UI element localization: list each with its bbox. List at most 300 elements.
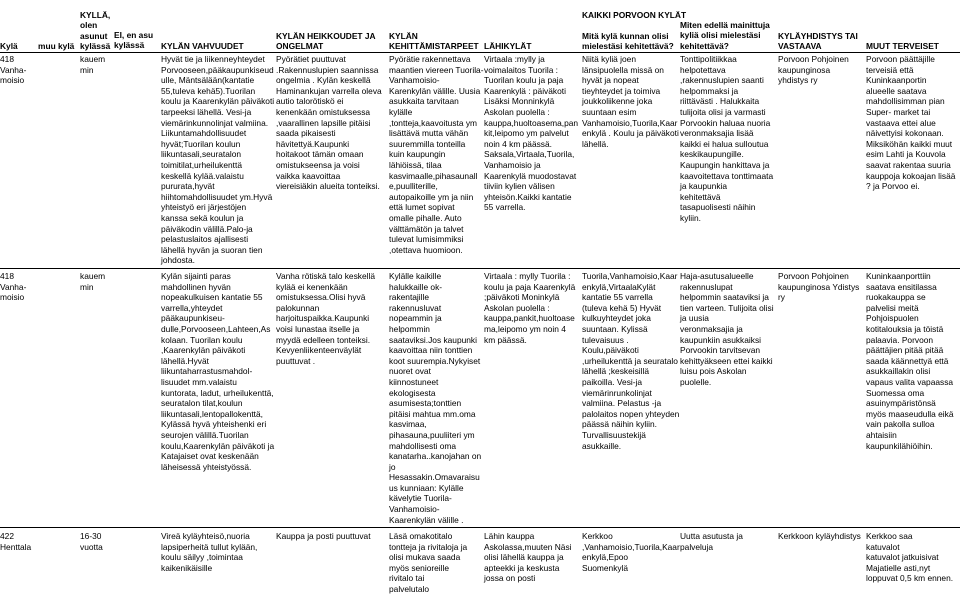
cell-miten [680,54,773,224]
cell-line: helpommin saataviksi ja [680,292,769,303]
cell-line: koulu,Kaarenkylän päiväkoti ja [161,440,275,451]
cell-line: Vireä kyläyhteisö,nuoria [161,531,250,541]
cell-line: päässä näihin kyliin. [582,419,657,430]
cell-line: pitäisi mahtua mm.oma [389,408,476,419]
cell-line: vaikka kaavoittaa [276,170,341,181]
cell-line: nopeakulkuisen kantatie 55 [161,292,263,303]
column-header-line: KYLÄN [389,31,418,41]
column-header-line: olen [80,20,98,31]
cell-line: asukkaillakin olisi [866,366,931,377]
cell-kyla [0,54,26,86]
cell-line: Kauppa ja posti puuttuvat [276,531,371,541]
cell-line: johdosta. [161,255,195,266]
cell-line: 16-30 [80,531,102,541]
cell-line: yhteistyö eri järjestöjen [161,202,247,213]
cell-line: us kunniaan: Kylälle [389,482,464,493]
cell-line: kaikki ei halua sulloutua [680,138,769,149]
column-header-line: kylässä [80,41,111,52]
cell-line: 418 [0,271,14,281]
row-divider [0,527,960,528]
cell-line: rivitalo tai [389,573,425,584]
cell-line: kaavoittaa niin tonttien [389,345,473,356]
cell-line: toimitilat,urheilukenttä [161,159,242,170]
cell-line: esim Lahti ja Kouvola [866,149,946,160]
cell-line: omistuksessa.Olisi hyvä [276,292,366,303]
cell-heikkoudet [276,54,382,192]
cell-line: hiihtomahdollisuudet ym.Hyvä [161,191,273,202]
cell-line: Vanhamoisio- [389,504,440,515]
cell-line: Vanhamoisio- [389,75,440,86]
cell-line: helpotettava [680,64,726,75]
cell-line: Tuorila,Vanhamoisio,Kaar [582,271,678,281]
cell-line: 418 [0,54,14,64]
cell-line: maantien viereen Tuorila- [389,64,484,75]
cell-line: saavat rakentaa suuria [866,159,951,170]
cell-line: mahdollisimman pian [866,96,945,107]
cell-line: Tonttipolitiikkaa [680,54,737,64]
cell-line: viereisiäkin alueita tonteiksi. [276,181,380,192]
cell-line: autopaikoille ym ja niin [389,191,474,202]
cell-line: 55 varrella. [484,202,526,213]
cell-line: Läsä omakotitalo [389,531,453,541]
cell-line: Pyörätiet puuttuvat [276,54,346,64]
cell-line: kaikenikäisille [161,562,213,573]
cell-kehittamistarpeet [389,271,481,525]
cell-line: kit,leipomo ym palvelut [484,128,569,139]
cell-line: viemärinkunnolinjat valmiina. [161,117,269,128]
cell-line: seuratalon tilat,koulun [161,398,243,409]
header-bottom-rule [0,52,960,53]
cell-line: ry [778,292,785,303]
cell-line: vastaava ettei alue [866,117,936,128]
cell-line: palokunnan [276,302,320,313]
cell-line: pihasauna,puuliiteri ym [389,429,475,440]
cell-line: puolelle. [680,376,712,387]
cell-line: veronmaksajia ja [680,323,743,334]
cell-line: kanatarha..kanojahan on [389,451,482,462]
cell-line: voisi lunastaa itselle ja [276,323,360,334]
cell-line: alueelle saatava [866,85,927,96]
cell-line: lähellä ;keskeisillä [582,366,650,377]
cell-line: ;päiväkoti Moninkylä [484,292,560,303]
cell-line: Karenkylän välille. Uusia [389,85,481,96]
cell-lahikylat [484,531,572,584]
column-header-line: KYLÄYHDISTYS TAI [778,31,858,41]
cell-line: Vanha rötiskä talo keskellä [276,271,376,281]
cell-line: luisu pois Askolan [680,366,747,377]
column-header-mita [582,31,674,52]
cell-kyla [0,531,31,552]
cell-yhdistys [778,54,849,86]
cell-line: vain pakolla sulloa [866,419,935,430]
cell-line: Turvallisuustekijä [582,429,646,440]
column-header-muu [38,41,74,51]
cell-line: lähellä. [582,138,609,149]
cell-kylla [80,531,103,552]
cell-line: enkylä,VirtaalaKylät [582,281,656,292]
cell-line: kasvimaalle,pihasaunall [389,170,478,181]
cell-line: kaupunginosa Ydistys [778,281,860,292]
cell-line: omistukseensa ja voisi [276,159,360,170]
cell-line: kuin kaupungin [389,149,446,160]
cell-line: ekologisesta [389,387,436,398]
cell-line: Haja-asutusalueelle [680,271,754,281]
cell-line: (tuleva kehä 5) Hyvät [582,302,662,313]
column-header-line: KYLLÄ, [80,10,111,20]
cell-yhdistys [778,271,859,303]
cell-line: palveluja [680,541,714,552]
cell-line: seurojen välillä.Tuorilan [161,429,249,440]
cell-line: veronmaksajia lisää [680,128,754,139]
cell-line: asukkaille. [582,440,622,451]
cell-line: myydä edelleen tonteiksi. [276,334,371,345]
cell-line: pururata,hyvät [161,181,215,192]
cell-line: keskellä kylää.valaistu [161,170,244,181]
cell-line: tontteja ja rivitaloja ja [389,541,468,552]
column-header-kyla [0,41,18,51]
cell-line: kanssa sekä koulun ja [161,212,244,223]
cell-line: tarpeeksi lähellä. Vesi-ja [161,106,252,117]
cell-line: Koulu,päiväkoti [582,345,639,356]
cell-line: apteekki ja keskusta [484,562,560,573]
cell-line: tulevat lumisimmiksi [389,234,464,245]
cell-line: Porvookin haluaa nuoria [680,117,771,128]
cell-kehittamistarpeet [389,531,467,595]
cell-line: rakennusluvat [389,302,442,313]
cell-line: Vanhamoisio ja [484,159,541,170]
cell-line: Lisäksi Monninkylä [484,96,555,107]
cell-line: terveisiä että [866,64,914,75]
cell-line: länsipuolella missä on [582,64,664,75]
cell-lahikylat [484,271,575,345]
cell-line: välttämätön ja talvet [389,223,464,234]
cell-line: Kaarenkylä : päiväkoti [484,85,566,96]
cell-line: moisio [0,292,25,303]
cell-line: enkylä,Epoo [582,552,629,563]
cell-line: liikuntaharrastusmahdol- [161,366,253,377]
column-header-line: KYLÄN VAHVUUDET [161,41,244,51]
cell-line: jossa on posti [484,573,536,584]
cell-line: Pohjoispuolen [866,313,919,324]
cell-line: min [80,64,94,75]
cell-line: suuremmilla tonteilla [389,138,466,149]
cell-kyla [0,271,26,303]
cell-line: vapaus valita vapaassa [866,376,954,387]
column-header-line: Miten edellä mainittuja [680,20,770,30]
cell-line: lapsiperheitä tullut kylään, [161,541,258,552]
cell-line: hävitettyä.Kaupunki [276,138,350,149]
column-header-lahikylat [484,41,531,51]
cell-line: kylälle [389,106,413,117]
cell-line: ma,leipomo ym noin 4 [484,323,566,334]
column-header-line: kehitettävä? [680,40,729,51]
cell-line: kauem [80,54,106,64]
cell-miten [680,531,743,552]
cell-line: ja kaupunkia [680,181,728,192]
cell-line: asuinympäristönsä [866,398,936,409]
cell-line: kaupunkiin asukkaiksi [680,334,762,345]
cell-line: Majatielle asti,nyt [866,562,931,573]
cell-terveiset [866,531,953,584]
cell-line: Henttala [0,541,32,552]
cell-lahikylat [484,54,578,213]
cell-line: Suomenkylä [582,562,629,573]
cell-line: kylää ei kenenkään [276,281,348,292]
cell-line: kasvimaa, [389,419,427,430]
cell-line: ,vaarallinen lapsille pitäisi [276,117,371,128]
cell-line: kauem [80,271,106,281]
cell-line: Kevyenliikenteenväylät [276,345,362,356]
cell-line: koulu säilyy ,toimintaa [161,552,243,563]
column-header-line: kyliä olisi mielestäsi [680,30,761,41]
column-header-kylla [80,10,110,52]
cell-line: .Rakennuslupien saannissa [276,64,379,75]
cell-line: mahdollinen hyvän [161,281,231,292]
cell-mita [582,54,679,149]
cell-line: kauppa,huoltoasema,pan [484,117,579,128]
cell-line: rakentajille [389,292,430,303]
cell-line: koulu ja Kaarenkylän päiväkoti [161,96,275,107]
cell-line: paikoilla. Vesi-ja [582,376,643,387]
column-header-kehittamistarpeet [389,31,479,52]
cell-line: Super- market tai [866,106,931,117]
cell-line: hoitakoot tämän omaan [276,149,364,160]
cell-line: koot suurempia.Nykyiset [389,355,481,366]
cell-line: Virtaala : mylly Tuorila : [484,271,571,281]
cell-line: kauppa,pankit,huoltoase [484,313,575,324]
cell-line: vuotta [80,541,103,552]
cell-line: kaupunginosa [778,64,831,75]
cell-heikkoudet [276,531,371,542]
cell-line: Hesassakin.Omavaraisu [389,472,480,483]
cell-line: yhdistys ry [778,75,818,86]
column-header-line: asunut [80,30,108,41]
column-header-line: ONGELMAT [276,41,324,52]
cell-line: viemärinrunkolinjat [582,387,652,398]
cell-line: Pyörätie rakennettava [389,54,471,64]
cell-line: katuvalot jatkuisivat [866,552,939,563]
cell-line: lähellä hyvän ja suoran tien [161,244,263,255]
cell-line: keskikaupungille. [680,149,744,160]
cell-line: päiväkodin välillä.Palo-ja [161,223,253,234]
cell-line: Porvookin tarvitsevan [680,345,761,356]
cell-kylla [80,271,105,292]
cell-line: tulijoita olisi ja varmasti [680,106,766,117]
cell-line: Suomessa oma [866,387,925,398]
column-header-yhdistys [778,31,858,52]
column-header-line: kylässä [114,40,145,51]
column-header-line: Mitä kylä kunnan olisi [582,31,669,41]
cell-line: ,Kaarenkylän päiväkoti [161,345,246,356]
cell-line: ,otettava huomioon. [389,244,463,255]
cell-line: Miksiköhän kaikki muut [866,138,953,149]
cell-line: noin 4 km päässä. [484,138,552,149]
cell-line: varrella,yhteydet [161,302,223,313]
cell-line: palolaitos nopen yhteyden [582,408,680,419]
cell-line: moisio [0,75,25,86]
cell-line: Hyvät tie ja liikenneyhteydet [161,54,265,64]
cell-line: nopeammin ja [389,313,442,324]
cell-line: Saksala,Virtaala,Tuorila, [484,149,575,160]
row-divider [0,268,960,269]
cell-vahvuudet [161,531,257,573]
cell-line: myös maaseudulla eikä [866,408,954,419]
cell-line: ahtaisiin [866,429,897,440]
cell-line: pääkaupunkiseu- [161,313,225,324]
cell-line: Liikuntamahdollisuudet [161,128,247,139]
cell-mita [582,271,679,451]
cell-kehittamistarpeet [389,54,484,255]
cell-line: saataviksi.Jos kaupunki [389,334,477,345]
cell-line: palvelisi meitä [866,302,919,313]
cell-line: yhteisön.Kaikki kantatie [484,191,572,202]
cell-line: saada käännettyä että [866,355,949,366]
cell-line: Kerkkoo [582,531,613,541]
cell-line: Kuninkaanporttiin [866,271,931,281]
super-header-all-villages: KAIKKI PORVOON KYLÄT [582,10,687,20]
cell-line: valmiina. Pelastus -ja [582,398,662,409]
cell-line: Askolan puolella : [484,106,550,117]
cell-vahvuudet [161,271,274,472]
cell-mita [582,531,680,573]
cell-line: pelastuslaitos ajallisesti [161,234,249,245]
cell-line: Kaarenkylän välille . [389,514,464,525]
cell-line: joukkoliikenne joka [582,96,653,107]
cell-line: myös senioreille [389,562,450,573]
cell-kylla [80,54,105,75]
cell-line: ,rakennuslupien saanti [680,75,764,86]
column-header-miten [680,20,770,51]
cell-line: näivettyisi kokonaan. [866,128,944,139]
cell-line: Askolassa,muuten Näsi [484,541,572,552]
cell-line: Porvoon päättäjille [866,54,935,64]
cell-line: suuntaan. Kylissä [582,323,648,334]
cell-line: Uutta asutusta ja [680,531,743,541]
cell-line: palaavia. Porvoon [866,334,934,345]
cell-line: ruokakauppa se [866,292,926,303]
cell-line: Kylässä hyvä yhteishenki eri [161,419,267,430]
column-header-ei [114,30,153,51]
cell-line: tulevaisuus . [582,334,629,345]
column-header-heikkoudet [276,31,376,52]
cell-line: päättäjien pitää pitää [866,345,944,356]
cell-line: ,urheilukenttä ja seuratalo [582,355,678,366]
cell-line: Kuninkaanportin [866,75,927,86]
cell-line: ja uusia [680,313,709,324]
cell-line: ? ja Porvoo ei. [866,181,920,192]
cell-terveiset [866,271,954,451]
cell-line: kantatie 55 varrella [582,292,653,303]
cell-line: ,tontteja,kaavoitusta ym [389,117,477,128]
cell-line: kauppoja kokoajan lisää [866,170,956,181]
cell-line: koulu ja paja Kaarenkylä [484,281,576,292]
cell-line: rakennuslupat [680,281,733,292]
cell-miten [680,271,774,388]
column-header-line: VASTAAVA [778,41,822,52]
column-header-line: MUUT TERVEISET [866,41,939,51]
cell-line: hyvät;Tuorilan koulun [161,138,241,149]
cell-line: Niitä kyliä joen [582,54,636,64]
cell-line: kehitettävä [680,191,721,202]
cell-line: Vanhamoisio,Tuorila,Kaar [582,117,678,128]
cell-line: asukkaita tarvitaan [389,96,459,107]
cell-line: halukkaille ok- [389,281,443,292]
cell-line: riittävästi . Halukkaita [680,96,760,107]
column-header-line: KYLÄN HEIKKOUDET JA [276,31,376,41]
cell-line: kiinnostuneet [389,376,439,387]
cell-line: Lähin kauppa [484,531,535,541]
cell-line: tiiviin kylien välisen [484,181,555,192]
cell-line: Vanha- [0,281,27,292]
cell-line: Kaupungin hankittava ja [680,159,770,170]
cell-line: min [80,281,94,292]
cell-line: kotitalouksia ja töistä [866,323,944,334]
cell-line: Tuorilan koulu ja paja [484,75,564,86]
cell-line: kehittyäkseen ettei kaikki [680,355,773,366]
cell-line: nuoret ovat [389,366,431,377]
cell-line: helpommin [389,323,430,334]
column-header-line: LÄHIKYLÄT [484,41,532,51]
cell-line: voimalaitos Tuorila : [484,64,559,75]
cell-line: lisättävä mutta vähän [389,128,469,139]
cell-line: km päässä. [484,334,527,345]
cell-line: kenenkään omistuksessa [276,106,371,117]
cell-line: dulle,Porvooseen,Lahteen,As [161,323,271,334]
cell-line: tien varteen. Tulijoita olisi [680,302,774,313]
column-header-line: Kylä [0,41,18,51]
cell-line: kävelytie Tuorila- [389,493,452,504]
cell-line: palvelutalo [389,583,430,594]
cell-line: olisi lähellä kauppa ja [484,552,564,563]
cell-line: kuntorata, ladut, urheilukenttä, [161,387,274,398]
cell-line: liikuntasali,seuratalon [161,149,242,160]
cell-line: Virtaala :mylly ja [484,54,545,64]
cell-vahvuudet [161,54,274,266]
cell-line: Kaarenkylä muodostavat [484,170,577,181]
cell-line: Kerkkoon kyläyhdistys [778,531,861,541]
cell-line: katuvalot [866,541,900,552]
cell-line: lähiöissä, tilaa [389,159,442,170]
cell-line: suuntaan esim [582,106,637,117]
cell-line: Porvoon Pohjoinen [778,54,849,64]
cell-yhdistys [778,531,861,542]
column-header-line: muu kylä [38,41,75,51]
column-header-line: EI, en asu [114,30,154,40]
column-header-vahvuudet [161,41,244,51]
cell-line: kaupunkilähiöihin. [866,440,933,451]
cell-line: e,puulliterille, [389,181,438,192]
cell-line: lisuudet mm.valaistu [161,376,237,387]
cell-line: Vanha- [0,64,27,75]
cell-line: läheisessä yhteistyössä. [161,461,252,472]
cell-line: kaavoitettava tonttimaata [680,170,774,181]
column-header-line: KEHITTÄMISTARPEET [389,41,479,52]
cell-line: loppuvat 0,5 km ennen. [866,573,954,584]
cell-line: 422 [0,531,14,541]
cell-line: enkylä . Koulu ja päiväkoti [582,128,679,139]
cell-line: omalle pihalle. Auto [389,212,462,223]
cell-line: harjoituspaikka.Kaupunki [276,313,370,324]
cell-heikkoudet [276,271,375,366]
cell-line: hyvät ja nopeat [582,75,639,86]
cell-line: kyliin. [680,212,701,223]
column-header-terveiset [866,41,939,51]
cell-line: Katajaiset ovat keskenään [161,451,259,462]
cell-line: asumisesta;tonttien [389,398,462,409]
cell-line: tasapuolisesti näihin [680,202,756,213]
cell-line: kolaan. Tuorilan koulu [161,334,243,345]
cell-line: kulkuyhteydet joka [582,313,651,324]
